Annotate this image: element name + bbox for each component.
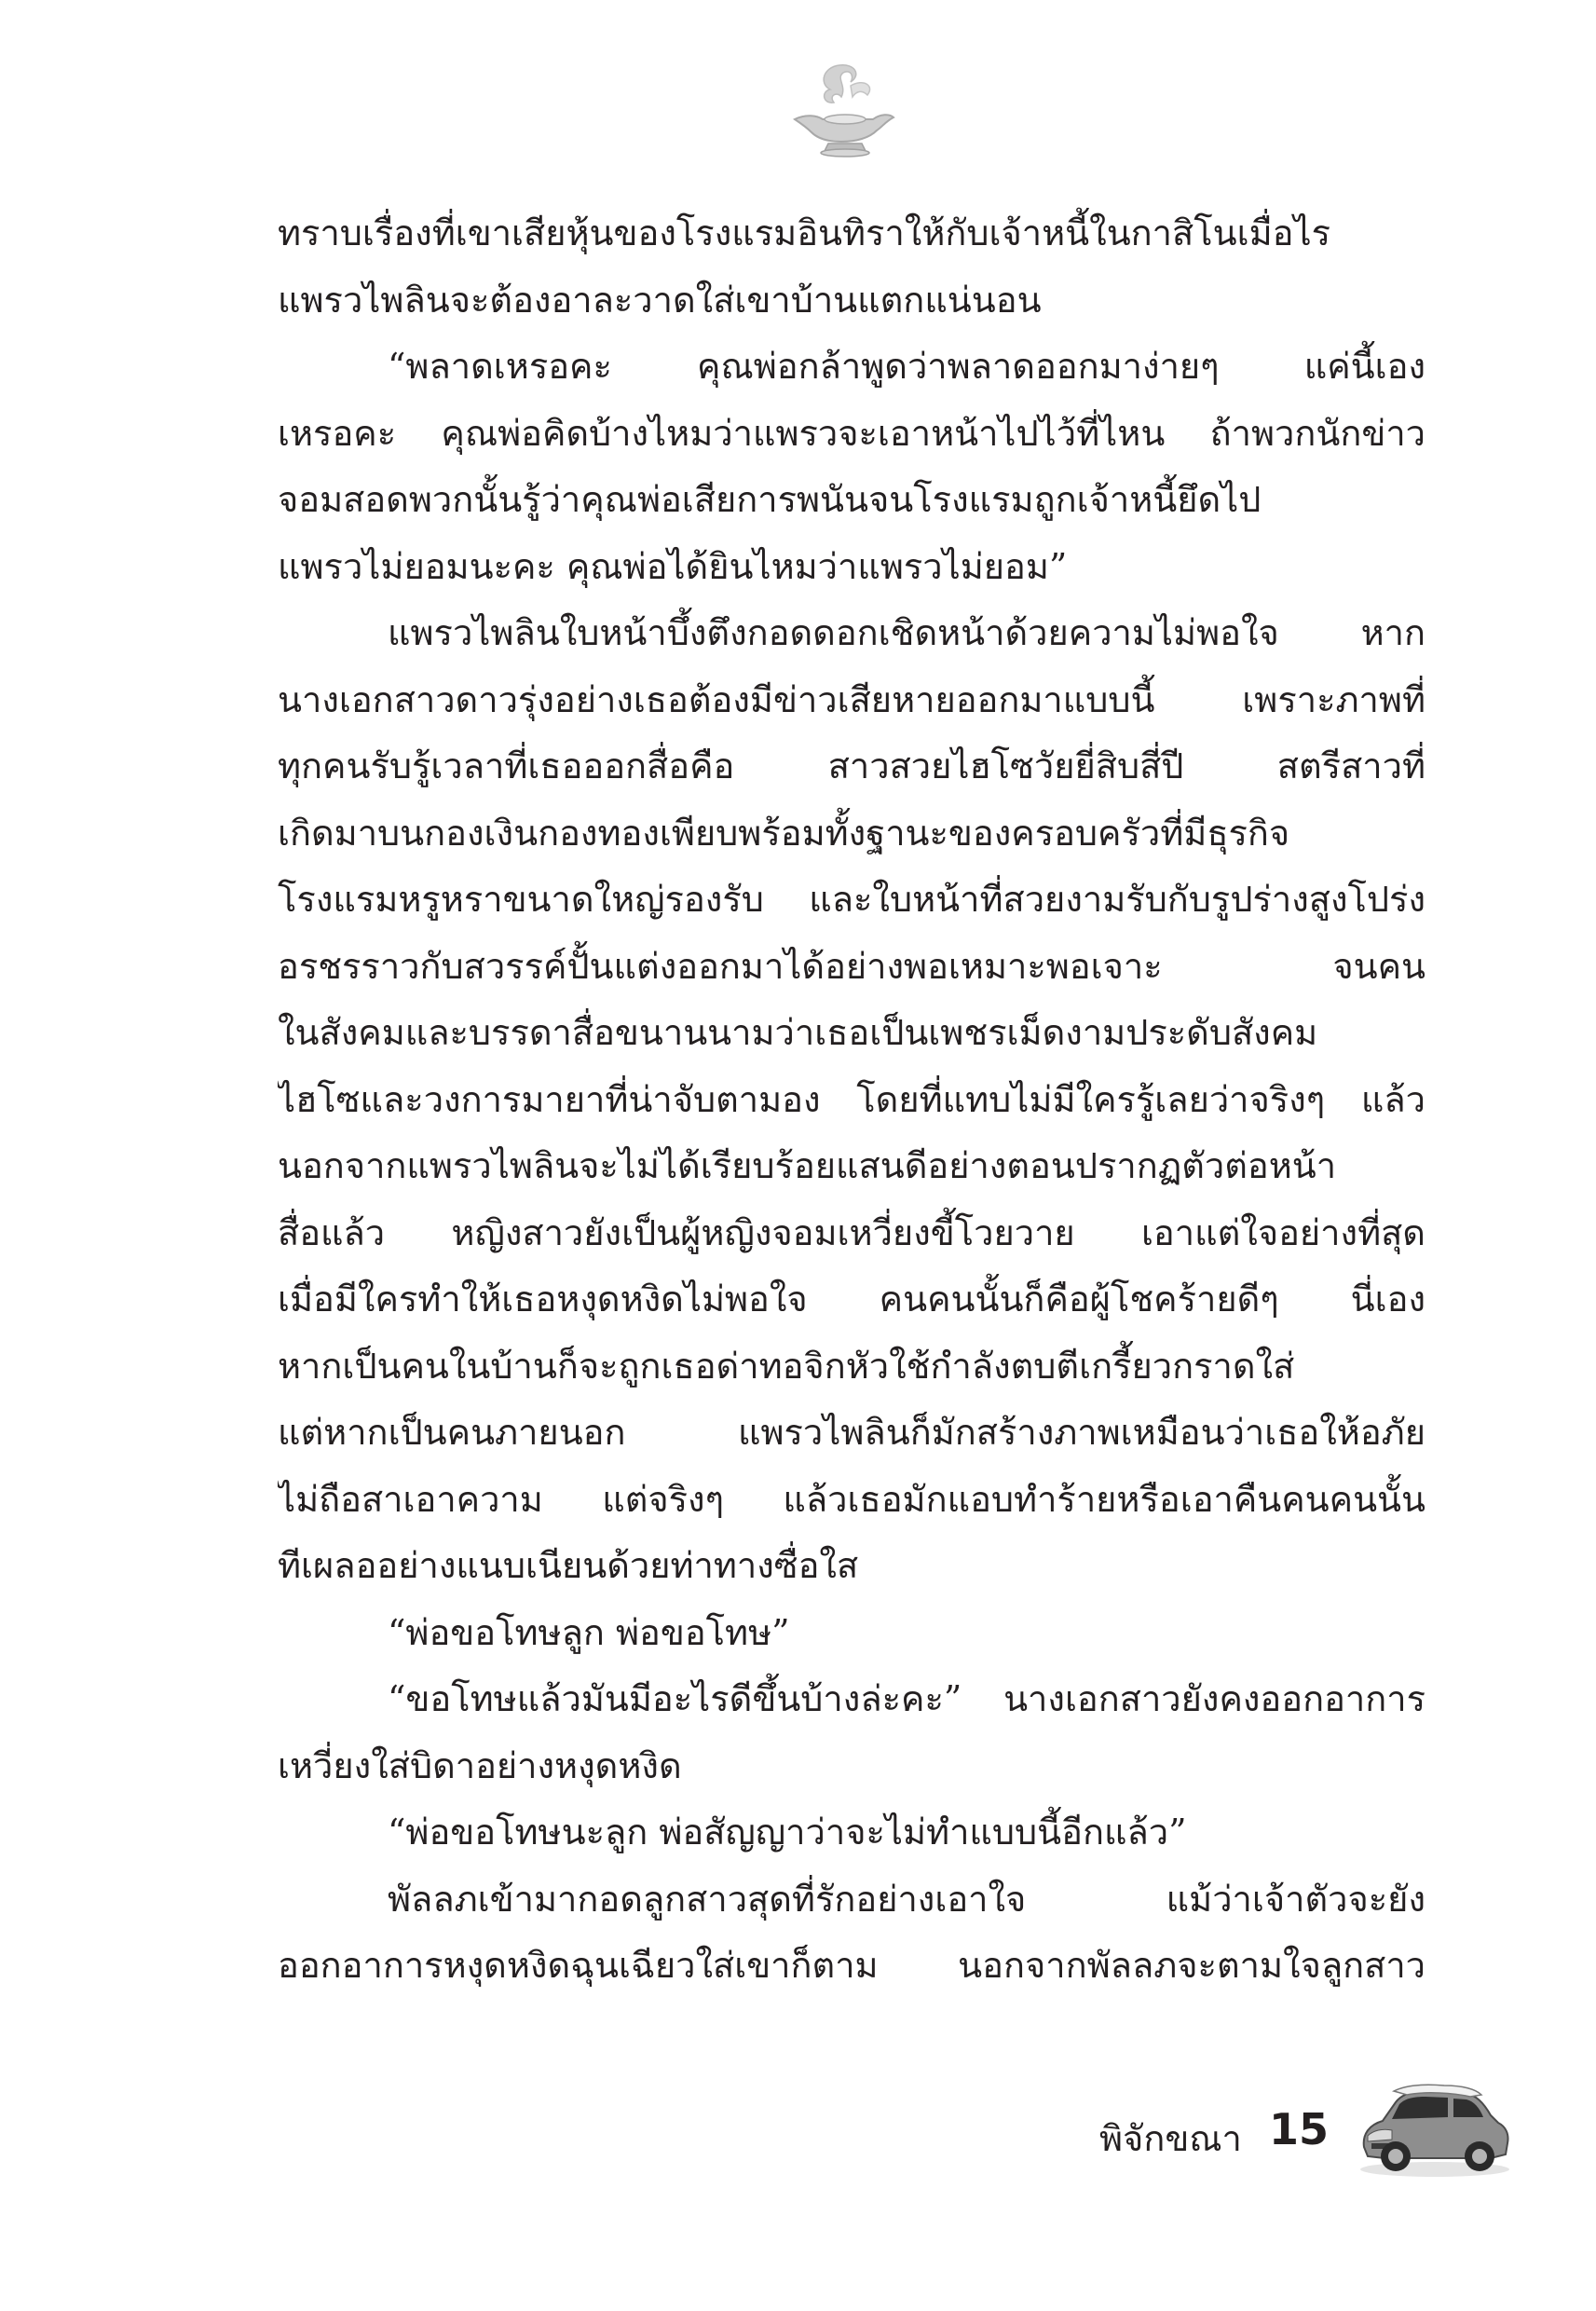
text-line: แต่หากเป็นคนภายนอก แพรวไพลินก็มักสร้างภาพเหมือนว่าเธอให้อภัย <box>278 1412 1425 1453</box>
text-line: อรชรราวกับสวรรค์ปั้นแต่งออกมาได้อย่างพอเหมาะพอเจาะ จนคน <box>278 945 1425 987</box>
text-line: เหวี่ยงใส่บิดาอย่างหงุดหงิด <box>278 1744 682 1786</box>
text-line: ทราบเรื่องที่เขาเสียหุ้นของโรงแรมอินทิราให้กับเจ้าหนี้ในกาสิโนเมื่อไร <box>278 212 1330 253</box>
text-line: ในสังคมและบรรดาสื่อขนานนามว่าเธอเป็นเพชรเม็ดงามประดับสังคม <box>278 1012 1318 1053</box>
text-line: เหรอคะ คุณพ่อคิดบ้างไหมว่าแพรวจะเอาหน้าไปไว้ที่ไหน ถ้าพวกนักข่าว <box>278 412 1425 454</box>
text-line: “พลาดเหรอคะ คุณพ่อกล้าพูดว่าพลาดออกมาง่ายๆ แค่นี้เอง <box>388 346 1425 387</box>
text-line: นอกจากแพรวไพลินจะไม่ได้เรียบร้อยแสนดีอย่างตอนปรากฏตัวต่อหน้า <box>278 1145 1337 1186</box>
text-line: “ขอโทษแล้วมันมีอะไรดีขึ้นบ้างล่ะคะ” นางเอกสาวยังคงออกอาการ <box>388 1678 1425 1719</box>
text-line: ไม่ถือสาเอาความ แต่จริงๆ แล้วเธอมักแอบทำร้ายหรือเอาคืนคนคนนั้น <box>278 1478 1425 1520</box>
text-line: ทีเผลออย่างแนบเนียนด้วยท่าทางซื่อใส <box>278 1545 859 1586</box>
text-line: จอมสอดพวกนั้นรู้ว่าคุณพ่อเสียการพนันจนโรงแรมถูกเจ้าหนี้ยึดไป <box>278 479 1262 520</box>
text-line: “พ่อขอโทษลูก พ่อขอโทษ” <box>388 1611 790 1653</box>
text-line: หากเป็นคนในบ้านก็จะถูกเธอด่าทอจิกหัวใช้กำลังตบตีเกรี้ยวกราดใส่ <box>278 1345 1295 1387</box>
text-line: สื่อแล้ว หญิงสาวยังเป็นผู้หญิงจอมเหวี่ยงขี้โวยวาย เอาแต่ใจอย่างที่สุด <box>278 1211 1425 1253</box>
text-line: แพรวไพลินใบหน้าบึ้งตึงกอดดอกเชิดหน้าด้วยความไม่พอใจ หาก <box>388 612 1425 653</box>
text-line: ไฮโซและวงการมายาที่น่าจับตามอง โดยที่แทบไม่มีใครรู้เลยว่าจริงๆ แล้ว <box>278 1078 1425 1120</box>
text-line: เมื่อมีใครทำให้เธอหงุดหงิดไม่พอใจ คนคนนั้นก็คือผู้โชคร้ายดีๆ นี่เอง <box>278 1279 1425 1320</box>
body-text <box>278 200 1425 2000</box>
text-line: ทุกคนรับรู้เวลาที่เธอออกสื่อคือ สาวสวยไฮโซวัยยี่สิบสี่ปี สตรีสาวที่ <box>278 745 1425 786</box>
car-icon <box>1351 2078 1514 2181</box>
text-line: พัลลภเข้ามากอดลูกสาวสุดที่รักอย่างเอาใจ แม้ว่าเจ้าตัวจะยัง <box>388 1878 1425 1920</box>
text-line: แพรวไพลินจะต้องอาละวาดใส่เขาบ้านแตกแน่นอน <box>278 279 1042 321</box>
magic-lamp-icon <box>785 58 897 160</box>
text-line: ออกอาการหงุดหงิดฉุนเฉียวใส่เขาก็ตาม นอกจากพัลลภจะตามใจลูกสาว <box>278 1945 1425 1986</box>
text-line: “พ่อขอโทษนะลูก พ่อสัญญาว่าจะไม่ทำแบบนี้อีกแล้ว” <box>388 1812 1187 1853</box>
text-line: นางเอกสาวดาวรุ่งอย่างเธอต้องมีข่าวเสียหายออกมาแบบนี้ เพราะภาพที่ <box>278 678 1425 720</box>
page-number: 15 <box>1269 2104 1330 2154</box>
text-line: แพรวไม่ยอมนะคะ คุณพ่อได้ยินไหมว่าแพรวไม่ยอม” <box>278 545 1068 587</box>
text-line: โรงแรมหรูหราขนาดใหญ่รองรับ และใบหน้าที่สวยงามรับกับรูปร่างสูงโปร่ง <box>278 879 1425 920</box>
text-line: เกิดมาบนกองเงินกองทองเพียบพร้อมทั้งฐานะของครอบครัวที่มีธุรกิจ <box>278 812 1290 854</box>
book-title: พิจักขณา <box>1099 2118 1242 2159</box>
